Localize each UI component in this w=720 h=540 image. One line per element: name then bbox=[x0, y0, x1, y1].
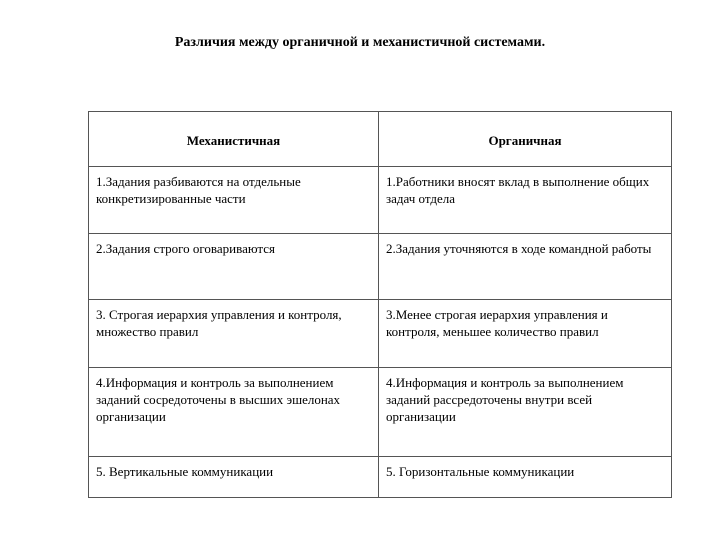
cell-organic: 2.Задания уточняются в ходе командной работы bbox=[379, 234, 672, 300]
cell-mechanistic: 3. Строгая иерархия управления и контроля, множество правил bbox=[89, 300, 379, 368]
cell-organic: 1.Работники вносят вклад в выполнение общих задач отдела bbox=[379, 167, 672, 234]
cell-mechanistic: 4.Информация и контроль за выполнением заданий сосредоточены в высших эшелонах организации bbox=[89, 368, 379, 457]
header-mechanistic: Механистичная bbox=[89, 112, 379, 167]
cell-mechanistic: 2.Задания строго оговариваются bbox=[89, 234, 379, 300]
table-row bbox=[89, 167, 672, 234]
table-row bbox=[89, 457, 672, 498]
cell-organic: 4.Информация и контроль за выполнением заданий рассредоточены внутри всей организации bbox=[379, 368, 672, 457]
cell-mechanistic: 1.Задания разбиваются на отдельные конкретизированные части bbox=[89, 167, 379, 234]
table-header-row bbox=[89, 112, 672, 167]
table-row bbox=[89, 368, 672, 457]
cell-organic: 3.Менее строгая иерархия управления и контроля, меньшее количество правил bbox=[379, 300, 672, 368]
comparison-table bbox=[88, 111, 672, 498]
table-row bbox=[89, 300, 672, 368]
table-row bbox=[89, 234, 672, 300]
header-organic: Органичная bbox=[379, 112, 672, 167]
cell-organic: 5. Горизонтальные коммуникации bbox=[379, 457, 672, 498]
page-title: Различия между органичной и механистичной системами. bbox=[174, 35, 546, 50]
cell-mechanistic: 5. Вертикальные коммуникации bbox=[89, 457, 379, 498]
